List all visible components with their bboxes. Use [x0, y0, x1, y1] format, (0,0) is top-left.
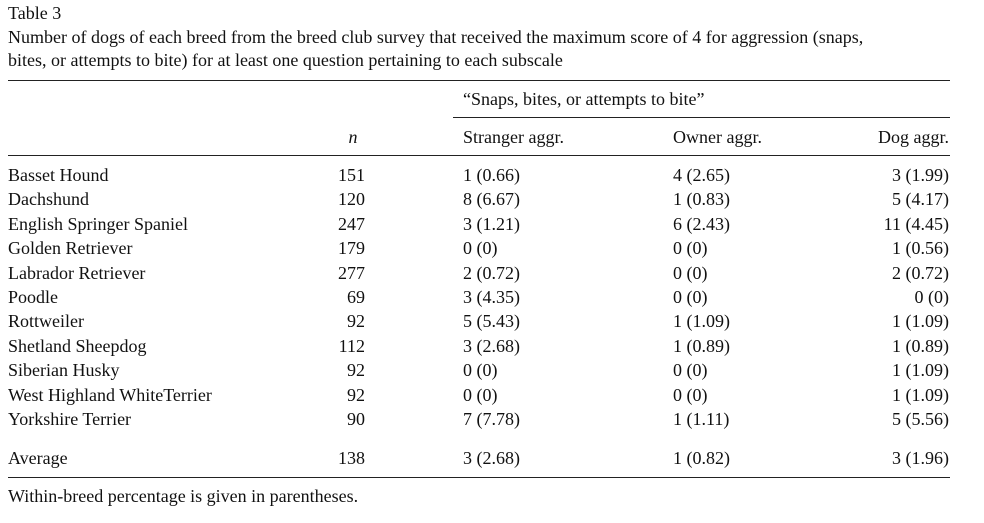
cell-owner: 0 (0)	[673, 263, 708, 283]
cell-owner: 1 (0.89)	[673, 336, 730, 356]
cell-dog: 5 (4.17)	[892, 189, 949, 209]
cell-breed: Siberian Husky	[8, 360, 120, 380]
cell-stranger: 3 (2.68)	[463, 336, 520, 356]
cell-n: 151	[338, 165, 365, 185]
cell-stranger: 0 (0)	[463, 385, 498, 405]
cell-n: 92	[347, 311, 365, 331]
cell-dog: 1 (0.56)	[892, 238, 949, 258]
average-breed: Average	[8, 448, 68, 468]
cell-owner: 1 (0.83)	[673, 189, 730, 209]
cell-breed: Labrador Retriever	[8, 263, 146, 283]
col-header-owner: Owner aggr.	[673, 127, 762, 147]
cell-n: 247	[338, 214, 365, 234]
col-header-stranger: Stranger aggr.	[463, 127, 564, 147]
col-header-dog: Dog aggr.	[878, 127, 949, 147]
cell-owner: 0 (0)	[673, 287, 708, 307]
spanner-rule	[453, 117, 950, 118]
cell-dog: 11 (4.45)	[883, 214, 949, 234]
cell-n: 92	[347, 385, 365, 405]
bottom-rule	[8, 477, 950, 478]
header-rule	[8, 155, 950, 156]
cell-dog: 1 (1.09)	[892, 311, 949, 331]
average-stranger: 3 (2.68)	[463, 448, 520, 468]
cell-stranger: 3 (1.21)	[463, 214, 520, 234]
cell-dog: 1 (0.89)	[892, 336, 949, 356]
cell-dog: 2 (0.72)	[892, 263, 949, 283]
cell-breed: Poodle	[8, 287, 59, 307]
table-label: Table 3	[8, 3, 62, 23]
cell-breed: West Highland WhiteTerrier	[8, 385, 212, 405]
cell-owner: 0 (0)	[673, 360, 708, 380]
cell-breed: Rottweiler	[8, 311, 84, 331]
cell-owner: 1 (1.09)	[673, 311, 730, 331]
cell-owner: 0 (0)	[673, 238, 708, 258]
cell-stranger: 0 (0)	[463, 238, 498, 258]
cell-breed: Dachshund	[8, 189, 89, 209]
table-caption-line-2: bites, or attempts to bite) for at least one question pertaining to each subscale	[8, 50, 563, 70]
cell-owner: 1 (1.11)	[673, 409, 730, 429]
cell-n: 69	[347, 287, 365, 307]
cell-breed: Golden Retriever	[8, 238, 133, 258]
table-footnote: Within-breed percentage is given in parentheses.	[8, 486, 359, 506]
table-caption-line-1: Number of dogs of each breed from the breed club survey that received the maximum score of 4 for aggression (snaps,	[8, 27, 864, 47]
average-owner: 1 (0.82)	[673, 448, 730, 468]
top-rule	[8, 80, 950, 81]
cell-n: 277	[338, 263, 365, 283]
average-n: 138	[338, 448, 365, 468]
cell-n: 92	[347, 360, 365, 380]
cell-owner: 0 (0)	[673, 385, 708, 405]
cell-stranger: 8 (6.67)	[463, 189, 520, 209]
cell-breed: Yorkshire Terrier	[8, 409, 132, 429]
cell-breed: English Springer Spaniel	[8, 214, 188, 234]
cell-owner: 4 (2.65)	[673, 165, 730, 185]
cell-n: 112	[338, 336, 365, 356]
cell-n: 120	[338, 189, 365, 209]
cell-stranger: 5 (5.43)	[463, 311, 520, 331]
cell-n: 179	[338, 238, 365, 258]
cell-dog: 5 (5.56)	[892, 409, 949, 429]
cell-stranger: 7 (7.78)	[463, 409, 520, 429]
average-dog: 3 (1.96)	[892, 448, 949, 468]
col-header-n: n	[348, 127, 358, 147]
cell-dog: 1 (1.09)	[892, 360, 949, 380]
cell-dog: 0 (0)	[914, 287, 949, 307]
cell-stranger: 0 (0)	[463, 360, 498, 380]
cell-breed: Basset Hound	[8, 165, 109, 185]
cell-n: 90	[347, 409, 365, 429]
cell-stranger: 1 (0.66)	[463, 165, 520, 185]
cell-dog: 1 (1.09)	[892, 385, 949, 405]
spanner-header: “Snaps, bites, or attempts to bite”	[463, 89, 705, 109]
cell-stranger: 2 (0.72)	[463, 263, 520, 283]
cell-dog: 3 (1.99)	[892, 165, 949, 185]
cell-breed: Shetland Sheepdog	[8, 336, 147, 356]
cell-stranger: 3 (4.35)	[463, 287, 520, 307]
cell-owner: 6 (2.43)	[673, 214, 730, 234]
